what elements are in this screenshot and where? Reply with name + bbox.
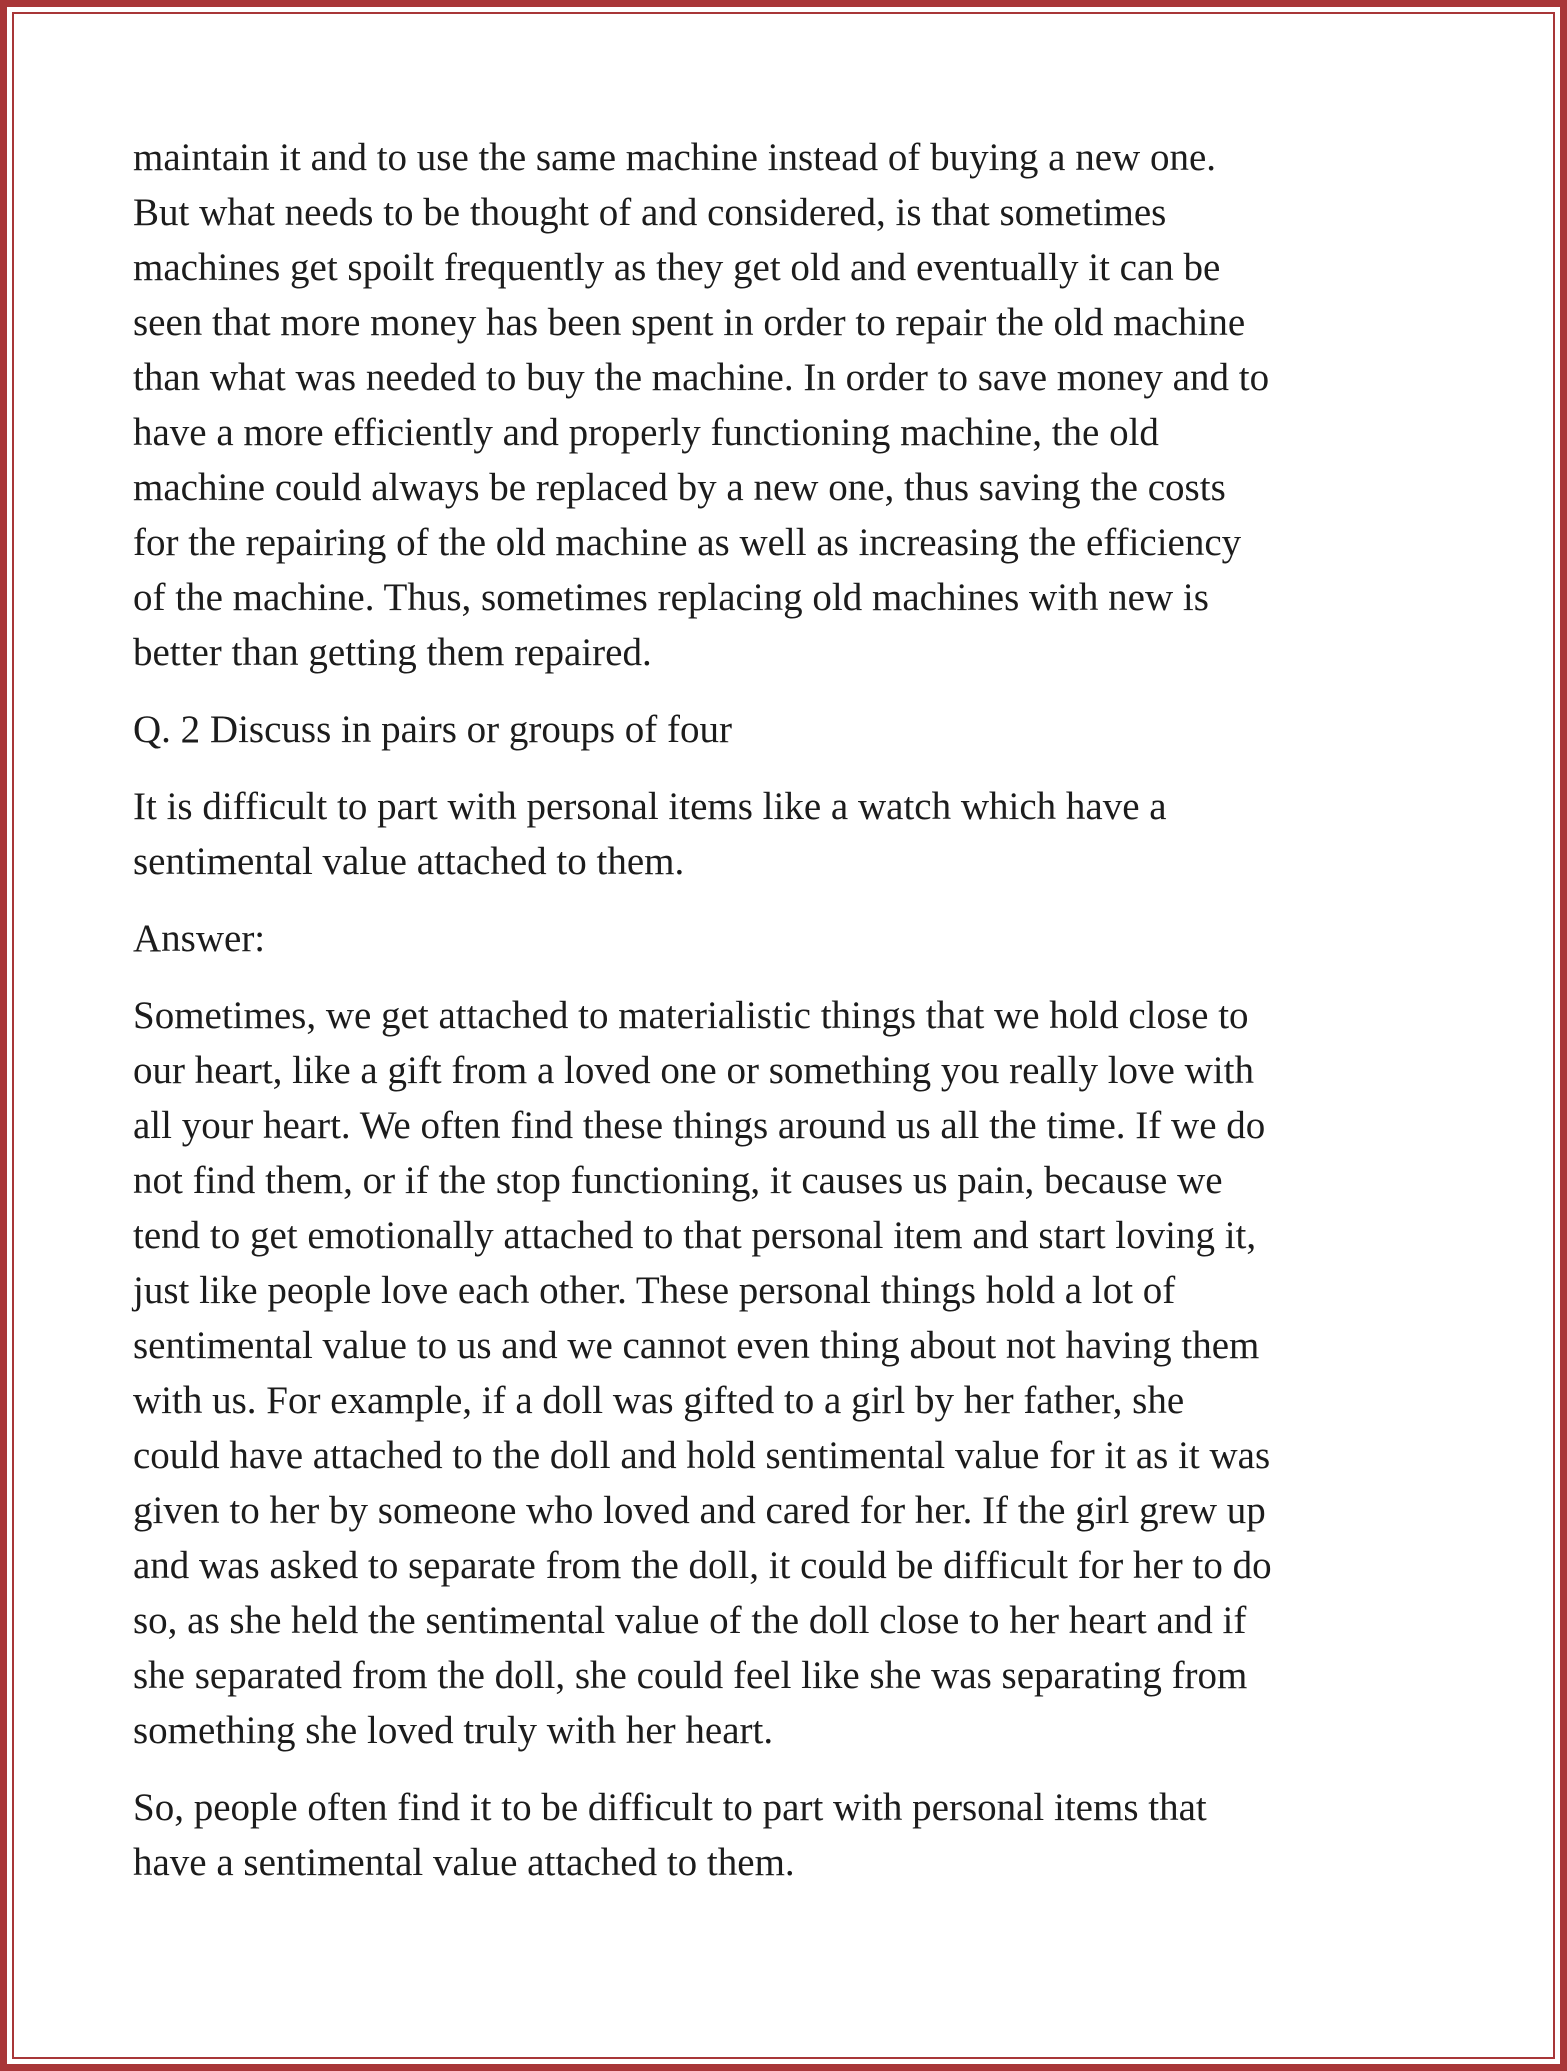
text-line: have a sentimental value attached to them. <box>133 1841 795 1884</box>
text-line: something she loved truly with her heart. <box>133 1709 774 1752</box>
text-line: and was asked to separate from the doll, it could be difficult for her to do <box>133 1544 1272 1587</box>
text-line: machines get spoilt frequently as they get old and eventually it can be <box>133 246 1221 289</box>
text-line: sentimental value to us and we cannot even thing about not having them <box>133 1324 1260 1367</box>
text-line: of the machine. Thus, sometimes replacing old machines with new is <box>133 576 1209 619</box>
text-line: But what needs to be thought of and considered, is that sometimes <box>133 191 1167 234</box>
text-line: with us. For example, if a doll was gifted to a girl by her father, she <box>133 1379 1185 1422</box>
text-line: tend to get emotionally attached to that personal item and start loving it, <box>133 1214 1257 1257</box>
question-prompt <box>133 779 1453 889</box>
text-line: for the repairing of the old machine as well as increasing the efficiency <box>133 521 1242 564</box>
answer-paragraph <box>133 988 1453 1758</box>
conclusion-paragraph <box>133 1780 1453 1890</box>
text-line: all your heart. We often find these things around us all the time. If we do <box>133 1104 1266 1147</box>
text-line: sentimental value attached to them. <box>133 840 685 883</box>
question-heading <box>133 702 1453 757</box>
text-line: maintain it and to use the same machine instead of buying a new one. <box>133 136 1217 179</box>
text-line: not find them, or if the stop functioning, it causes us pain, because we <box>133 1159 1223 1202</box>
answer-label <box>133 911 1453 966</box>
text-line: given to her by someone who loved and cared for her. If the girl grew up <box>133 1489 1266 1532</box>
document-body <box>133 130 1453 1912</box>
text-line: than what was needed to buy the machine. In order to save money and to <box>133 356 1270 399</box>
text-line: It is difficult to part with personal items like a watch which have a <box>133 785 1167 828</box>
paragraph-machine-repair <box>133 130 1453 680</box>
text-line: Sometimes, we get attached to materialistic things that we hold close to <box>133 994 1249 1037</box>
text-line: our heart, like a gift from a loved one or something you really love with <box>133 1049 1254 1092</box>
answer-label-text: Answer: <box>133 917 266 960</box>
text-line: she separated from the doll, she could feel like she was separating from <box>133 1654 1248 1697</box>
text-line: could have attached to the doll and hold sentimental value for it as it was <box>133 1434 1271 1477</box>
text-line: just like people love each other. These personal things hold a lot of <box>133 1269 1176 1312</box>
text-line: better than getting them repaired. <box>133 631 652 674</box>
text-line: seen that more money has been spent in order to repair the old machine <box>133 301 1246 344</box>
text-line: So, people often find it to be difficult to part with personal items that <box>133 1786 1207 1829</box>
text-line: so, as she held the sentimental value of the doll close to her heart and if <box>133 1599 1247 1642</box>
text-line: machine could always be replaced by a new one, thus saving the costs <box>133 466 1226 509</box>
text-line: have a more efficiently and properly functioning machine, the old <box>133 411 1159 454</box>
question-text: Q. 2 Discuss in pairs or groups of four <box>133 708 733 751</box>
